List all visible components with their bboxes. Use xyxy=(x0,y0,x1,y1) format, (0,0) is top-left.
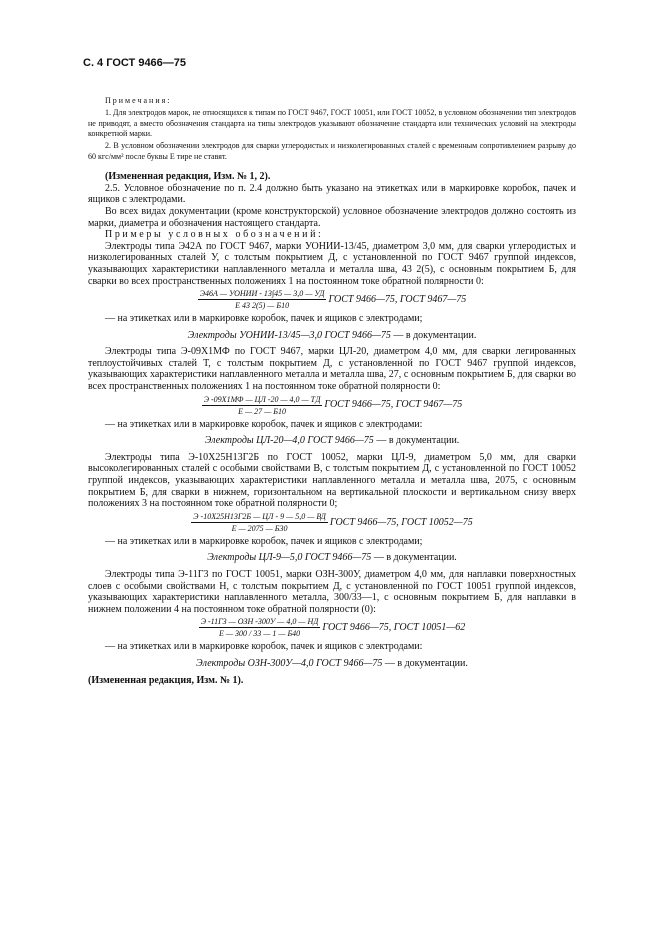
documentation-designation: Электроды ЦЛ-20—4,0 ГОСТ 9466—75 xyxy=(204,435,374,447)
fraction-numerator: Э -10Х25Н13Г2Б — ЦЛ - 9 — 5,0 — ВД xyxy=(193,511,326,521)
page-header: С. 4 ГОСТ 9466—75 xyxy=(83,57,187,69)
documentation-line xyxy=(88,658,576,670)
revision-note-2: (Измененная редакция, Изм. № 1). xyxy=(88,674,244,686)
fraction-numerator: Э -09Х1МФ — ЦЛ -20 — 4,0 — ТД xyxy=(203,394,321,404)
documentation-designation: Электроды УОНИИ-13/45—3,0 ГОСТ 9466—75 xyxy=(187,329,391,341)
document-page xyxy=(83,57,576,686)
gost-reference: ГОСТ 9466—75, ГОСТ 10052—75 xyxy=(329,516,473,528)
documentation-suffix: — в документации. xyxy=(371,552,457,564)
documentation-suffix: — в документации. xyxy=(390,329,477,341)
fraction-numerator: Э46А — УОНИИ - 13∫45 — 3,0 — УД xyxy=(199,289,325,299)
documentation-line xyxy=(88,330,576,342)
label-line: — на этикетках или в маркировке коробок, пачек и ящиков с электродами: xyxy=(105,641,423,653)
example-2 xyxy=(88,346,576,447)
documentation-designation: Электроды ЦЛ-9—5,0 ГОСТ 9466—75 xyxy=(207,552,372,564)
designation-formula xyxy=(88,395,576,416)
gost-reference: ГОСТ 9466—75, ГОСТ 9467—75 xyxy=(324,399,463,411)
documentation-line xyxy=(88,552,576,564)
example-1 xyxy=(88,241,576,342)
documentation-line xyxy=(88,435,576,447)
revision-note-1: (Измененная редакция, Изм. № 1, 2). xyxy=(105,171,271,183)
label-line: — на этикетках или в маркировке коробок, пачек и ящиков с электродами: xyxy=(105,418,423,430)
gost-reference: ГОСТ 9466—75, ГОСТ 9467—75 xyxy=(328,293,467,305)
note-1: 1. Для электродов марок, не относящихся к типам по ГОСТ 9467, ГОСТ 10051, или ГОСТ 10052, в условном обозначении тип электродов не приводят, а вместо обозначения стандарта на типы электродов указывают обозначение стандарта или технических условий на электроды конкретной марки. xyxy=(88,108,576,139)
example-3 xyxy=(88,452,576,564)
designation-formula xyxy=(88,617,576,638)
documentation-suffix: — в документации. xyxy=(373,435,460,447)
designation-formula xyxy=(88,289,576,310)
fraction-denominator: Е 43 2(5) — Б10 xyxy=(235,301,290,311)
example-text: Электроды типа Э-11Г3 по ГОСТ 10051, марки ОЗН-300У, диаметром 4,0 мм, для наплавки поверхностных слоев с особыми свойствами Н, с толстым покрытием Д, с установленной по ГОСТ 10051 группой индексов, указывающих характеристики наплавленного металла, 300/33—1, с основным покрытием Б, для наплавки в нижнем положении 4 на постоянном токе обратной полярности (0): xyxy=(88,569,576,615)
designation-fraction xyxy=(191,512,328,533)
label-line: — на этикетках или в маркировке коробок, пачек и ящиков с электродами; xyxy=(105,313,423,325)
fraction-numerator: Э -11Г3 — ОЗН -300У — 4,0 — НД xyxy=(200,617,319,627)
notes-title: Примечания: xyxy=(105,95,172,105)
example-4 xyxy=(88,569,576,670)
label-line: — на этикетках или в маркировке коробок, пачек и ящиков с электродами; xyxy=(105,535,423,547)
notes-section xyxy=(88,96,576,163)
example-text: Электроды типа Э-09Х1МФ по ГОСТ 9467, марки ЦЛ-20, диаметром 4,0 мм, для сварки легированных теплоустойчивых сталей Т, с толстым покрытием Д, с установленной по ГОСТ 9467 группой индексов, указывающих характеристики наплавленного металла и металла шва, 27, с основным покрытием Б, для сварки во всех пространственных положениях 1 на постоянном токе обратной полярности 0: xyxy=(88,346,576,393)
example-text: Электроды типа Э-10Х25Н13Г2Б по ГОСТ 10052, марки ЦЛ-9, диаметром 5,0 мм, для сварки высоколегированных сталей с особыми свойствами В, с толстым покрытием Д, с установленной по ГОСТ 10052 группой индексов, указывающих характеристики наплавленного металла и металла шва, 2075, с основным покрытием Б, для сварки в нижнем, горизонтальном на вертикальной плоскости и вертикальном снизу вверх положениях 3 на постоянном токе обратной полярности 0; xyxy=(88,451,576,510)
fraction-denominator: Е — 27 — Б10 xyxy=(238,406,287,416)
paragraph-documentation: Во всех видах документации (кроме конструкторской) условное обозначение электродов должно состоять из марки, диаметра и обозначения настоящего стандарта. xyxy=(88,205,576,229)
examples-title: Примеры условных обозначений: xyxy=(105,229,324,241)
designation-formula xyxy=(88,512,576,533)
note-2: 2. В условном обозначении электродов для сварки углеродистых и низколегированных сталей с временным сопротивлением разрыву до 60 кгс/мм² после буквы Е тире не ставят. xyxy=(88,140,576,161)
example-text: Электроды типа Э42А по ГОСТ 9467, марки УОНИИ-13/45, диаметром 3,0 мм, для сварки углеродистых и низколегированных сталей У, с толстым покрытием Д, с установленной по ГОСТ 9467 группой индексов, указывающих характеристики наплавленного металла и металла шва, 43 2(5), с основным покрытием Б, для сварки во всех пространственных положениях 1 на постоянном токе обратной полярности 0: xyxy=(88,240,576,287)
designation-fraction xyxy=(198,289,327,310)
gost-reference: ГОСТ 9466—75, ГОСТ 10051—62 xyxy=(322,622,466,634)
fraction-denominator: Е — 300 / 33 — 1 — Б40 xyxy=(219,629,301,639)
paragraph-2-5: 2.5. Условное обозначение по п. 2.4 должно быть указано на этикетках или в маркировке коробок, пачек и ящиков с электродами. xyxy=(88,182,576,206)
documentation-suffix: — в документации. xyxy=(382,657,468,669)
fraction-denominator: Е — 2075 — Б30 xyxy=(231,523,288,533)
designation-fraction xyxy=(202,395,323,416)
designation-fraction xyxy=(199,617,321,638)
documentation-designation: Электроды ОЗН-300У—4,0 ГОСТ 9466—75 xyxy=(196,657,383,669)
